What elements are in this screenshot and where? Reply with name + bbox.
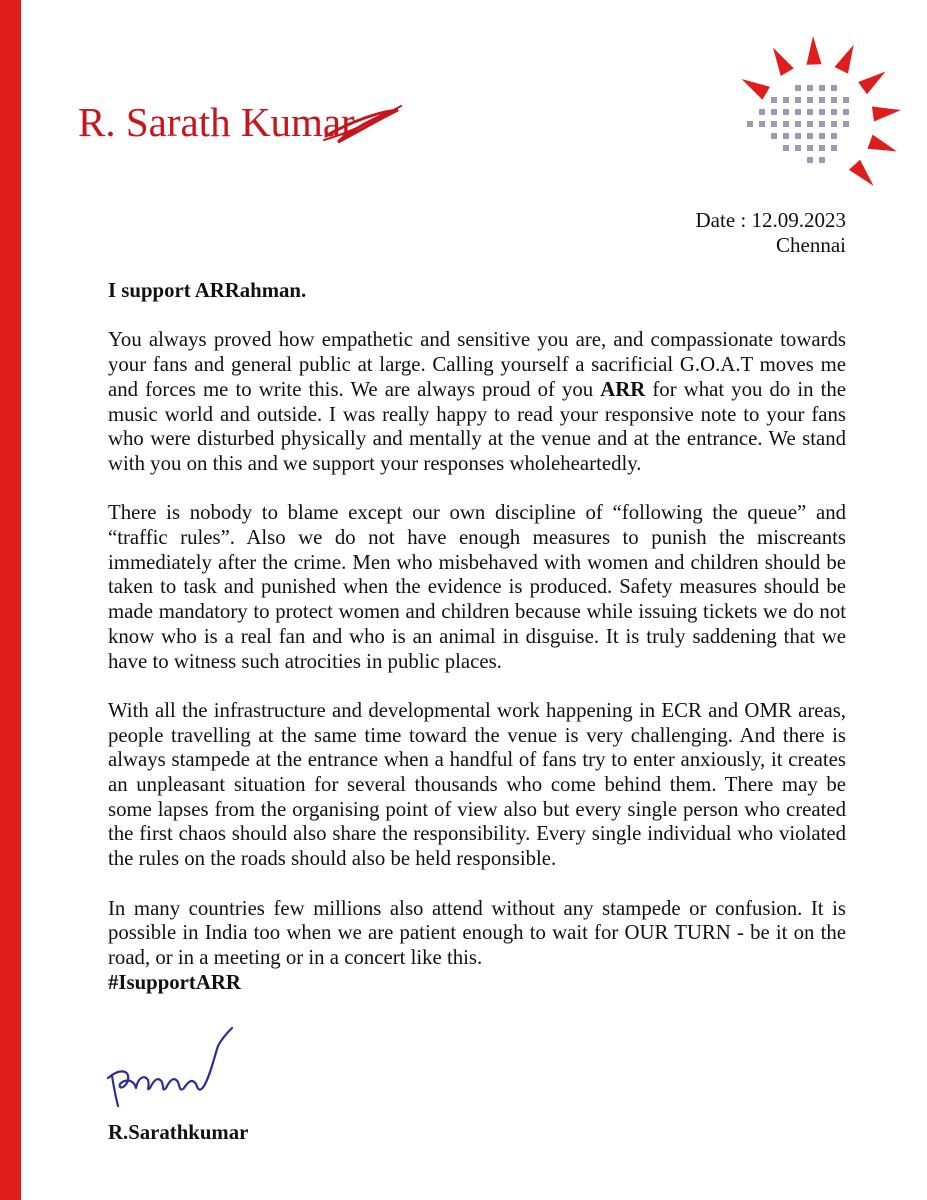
wordmark-icon <box>76 84 406 164</box>
emblem-dot <box>747 121 753 127</box>
emblem-dot <box>831 145 837 151</box>
emblem-ray-5 <box>858 71 885 94</box>
emblem-dot <box>807 133 813 139</box>
emblem-ray-3 <box>806 36 821 65</box>
emblem-dot <box>759 121 765 127</box>
paragraph-1-text-a: You always proved how empathetic and sensitive you are, and compassionate towards your fans and general public at large. Calling yourself a sacrificial G.O.A.T moves me and forces me to write this. We are always proud of you <box>108 328 846 401</box>
emblem-dot <box>807 157 813 163</box>
emblem-dot <box>819 97 825 103</box>
paragraph-4: In many countries few millions also attend without any stampede or confusion. It is possible in India too when we are patient enough to wait for OUR TURN - be it on the road, or in a meeting or in a concert like this. <box>108 896 846 969</box>
letter-place: Chennai <box>776 233 846 257</box>
emblem-dot <box>831 133 837 139</box>
emblem-dot <box>831 97 837 103</box>
emblem-dot <box>795 85 801 91</box>
emblem-dot <box>831 85 837 91</box>
paragraph-1 <box>108 328 846 476</box>
emblem-dot <box>771 133 777 139</box>
emblem-dot <box>843 97 849 103</box>
date-block <box>696 208 846 258</box>
emblem-dot <box>807 109 813 115</box>
emblem-dot <box>807 97 813 103</box>
emblem-dot <box>831 109 837 115</box>
letter-date: Date : 12.09.2023 <box>695 208 846 232</box>
emblem-dot <box>783 97 789 103</box>
red-margin-bar <box>0 0 21 1200</box>
svg-text:R. Sarath Kumar: R. Sarath Kumar <box>78 99 355 145</box>
emblem-dot <box>771 121 777 127</box>
emblem-ray-1 <box>742 79 770 100</box>
letter-body <box>108 279 846 995</box>
emblem-dot <box>819 85 825 91</box>
emblem-dot <box>807 85 813 91</box>
emblem-ray-2 <box>773 48 794 76</box>
paragraph-2: There is nobody to blame except our own discipline of “following the queue” and “traffic rules”. Also we do not have enough measures to punish the miscreants immediately after the crime. Men who misbehaved with women and children should be taken to task and punished when the evidence is produced. Safety measures should be made mandatory to protect women and children because while issuing tickets we do not know who is a real fan and who is an animal in disguise. It is truly saddening that we have to witness such atrocities in public places. <box>108 501 846 673</box>
paragraph-1-text-b: for what you do in the music world and outside. I was really happy to read your responsive note to your fans who were disturbed physically and mentally at the venue and at the entrance. We stand with you on this and we support your responses wholeheartedly. <box>108 377 846 475</box>
emblem-ray-6 <box>872 107 901 122</box>
emblem-dot <box>819 145 825 151</box>
paragraph-3: With all the infrastructure and developmental work happening in ECR and OMR areas, people travelling at the same time toward the venue is very challenging. And there is always stampede at the entrance when a handful of fans try to enter anxiously, it creates an unpleasant situation for several thousands who come behind them. There may be some lapses from the organising point of view also but every single person who created the first chaos should also share the responsibility. Every single individual who violated the rules on the roads should also be held responsible. <box>108 698 846 871</box>
emblem-dot <box>807 145 813 151</box>
hashtag: #IsupportARR <box>108 970 241 994</box>
emblem-dot <box>795 133 801 139</box>
emblem-dot <box>819 121 825 127</box>
emblem-dot <box>795 109 801 115</box>
emblem-dot <box>819 157 825 163</box>
emblem-dot <box>795 97 801 103</box>
emblem-dot <box>783 121 789 127</box>
emblem-dot <box>843 109 849 115</box>
emblem-dot <box>795 121 801 127</box>
brand-wordmark-logo <box>76 84 406 164</box>
emblem-dot <box>807 121 813 127</box>
emblem-dot <box>783 109 789 115</box>
emblem-dot <box>783 133 789 139</box>
emblem-ray-8 <box>849 160 874 186</box>
paragraph-1-bold-arr: ARR <box>600 377 646 401</box>
emblem-dot <box>831 121 837 127</box>
emblem-dot <box>795 145 801 151</box>
emblem-dot <box>783 145 789 151</box>
sun-emblem-icon <box>724 30 904 190</box>
letter-heading: I support ARRahman. <box>108 279 307 302</box>
emblem-dot <box>759 109 765 115</box>
emblem-dot <box>819 133 825 139</box>
handwritten-signature <box>100 1018 250 1118</box>
emblem-dot <box>771 97 777 103</box>
emblem-ray-7 <box>867 135 896 152</box>
emblem-dot <box>843 121 849 127</box>
signer-name: R.Sarathkumar <box>108 1121 249 1144</box>
emblem-ray-4 <box>834 45 853 74</box>
emblem-dot <box>771 109 777 115</box>
emblem-dot <box>819 109 825 115</box>
